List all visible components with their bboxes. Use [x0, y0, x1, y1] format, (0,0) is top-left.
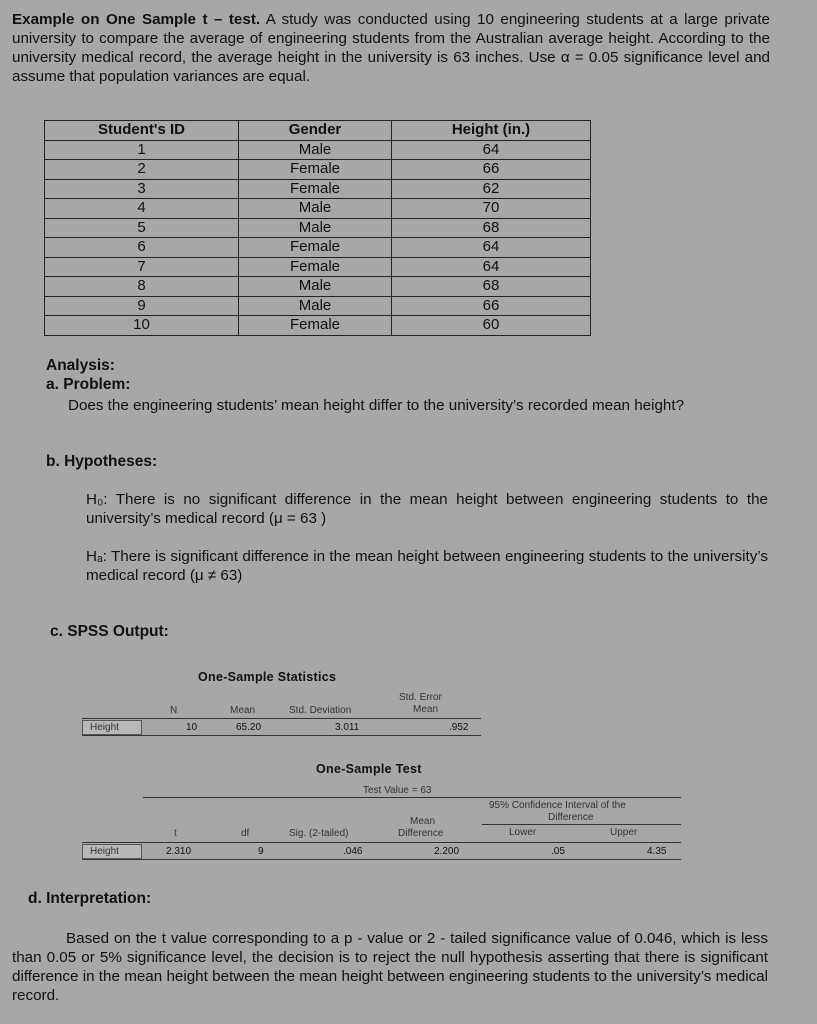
cell-height: 68 — [392, 218, 591, 238]
ha-text: : There is significant difference in the mean height between engineering students to the university’s medical record (μ ≠ 63) — [86, 548, 768, 584]
test-col-sig: Sig. (2-tailed) — [289, 828, 349, 839]
table-row — [45, 277, 591, 297]
table-row — [45, 257, 591, 277]
cell-gender: Male — [239, 296, 392, 316]
stats-col-mean: Mean — [230, 705, 256, 716]
cell-gender: Female — [239, 316, 392, 336]
test-sig: .046 — [343, 846, 363, 857]
test-value: Test Value = 63 — [363, 785, 432, 796]
test-df: 9 — [258, 846, 264, 857]
header-gender: Gender — [239, 121, 392, 141]
stats-se: .952 — [449, 722, 469, 733]
test-col-t: t — [174, 828, 177, 839]
stats-col-se-1: Std. Error — [399, 692, 442, 703]
cell-id: 9 — [45, 296, 239, 316]
cell-id: 8 — [45, 277, 239, 297]
cell-id: 1 — [45, 140, 239, 160]
null-hypothesis — [86, 490, 768, 528]
cell-height: 70 — [392, 199, 591, 219]
cell-gender: Male — [239, 140, 392, 160]
test-value-rule — [143, 797, 681, 798]
stats-bottom-rule — [82, 735, 481, 736]
interpretation-heading: d. Interpretation: — [28, 890, 152, 907]
cell-id: 7 — [45, 257, 239, 277]
cell-id: 4 — [45, 199, 239, 219]
cell-gender: Female — [239, 160, 392, 180]
test-bottom-rule — [82, 859, 681, 860]
test-col-md-1: Mean — [410, 816, 436, 827]
table-row — [45, 218, 591, 238]
cell-gender: Male — [239, 218, 392, 238]
cell-height: 64 — [392, 238, 591, 258]
cell-height: 62 — [392, 179, 591, 199]
cell-gender: Female — [239, 238, 392, 258]
cell-height: 66 — [392, 296, 591, 316]
intro-paragraph — [12, 10, 770, 86]
cell-id: 5 — [45, 218, 239, 238]
table-row — [45, 160, 591, 180]
stats-n: 10 — [186, 722, 198, 733]
stats-sd: 3.011 — [335, 722, 360, 733]
stats-col-sd: Std. Deviation — [289, 705, 352, 716]
table-row — [45, 140, 591, 160]
stats-col-n: N — [170, 705, 178, 716]
cell-gender: Male — [239, 199, 392, 219]
interpretation-text: Based on the t value corresponding to a p - value or 2 - tailed significance value of 0.046, which is less than 0.05 or 5% significance level, the decision is to reject the null hypothesis asserting that there is significant difference in the mean height between the mean height between engineering students to the university’s medical record. — [12, 930, 768, 1004]
table-row — [45, 199, 591, 219]
test-md: 2.200 — [434, 846, 460, 857]
cell-height: 68 — [392, 277, 591, 297]
student-height-table — [44, 120, 591, 336]
header-student-id: Student's ID — [45, 121, 239, 141]
cell-gender: Female — [239, 179, 392, 199]
test-ci-rule — [482, 824, 681, 825]
test-col-upper: Upper — [610, 827, 638, 838]
cell-id: 6 — [45, 238, 239, 258]
spss-heading: c. SPSS Output: — [50, 623, 169, 640]
table-row — [45, 296, 591, 316]
table-header-row — [45, 121, 591, 141]
test-row-label: Height — [90, 846, 119, 857]
cell-height: 64 — [392, 257, 591, 277]
stats-row-label: Height — [90, 722, 119, 733]
test-title: One-Sample Test — [316, 762, 422, 776]
analysis-heading: Analysis: — [46, 357, 115, 374]
h0-label: H₀ — [86, 491, 104, 508]
stats-col-se-2: Mean — [413, 704, 439, 715]
table-row — [45, 238, 591, 258]
test-lower: .05 — [551, 846, 565, 857]
cell-id: 10 — [45, 316, 239, 336]
problem-heading: a. Problem: — [46, 376, 131, 393]
cell-height: 66 — [392, 160, 591, 180]
stats-title: One-Sample Statistics — [198, 670, 337, 684]
test-ci-1: 95% Confidence Interval of the — [489, 800, 626, 811]
cell-gender: Male — [239, 277, 392, 297]
test-ci-2: Difference — [548, 812, 594, 823]
intro-body: A study was conducted using 10 engineering students at a large private university to compare the average of engineering students from the Australian average height. According to the university medical record, the average height in the university is 63 inches. Use α = 0.05 significance level and assume that population variances are equal. — [12, 11, 770, 85]
test-col-df: df — [241, 828, 250, 839]
problem-text: Does the engineering students’ mean height differ to the university’s recorded mean height? — [68, 397, 685, 414]
h0-text: : There is no significant difference in the mean height between engineering students to the university’s medical record (μ = 63 ) — [86, 491, 768, 527]
header-height: Height (in.) — [392, 121, 591, 141]
cell-height: 60 — [392, 316, 591, 336]
cell-id: 2 — [45, 160, 239, 180]
ha-label: Hₐ — [86, 548, 103, 565]
cell-height: 64 — [392, 140, 591, 160]
stats-header-rule — [82, 718, 481, 719]
test-upper: 4.35 — [647, 846, 667, 857]
test-col-md-2: Difference — [398, 828, 444, 839]
example-title: Example on One Sample t – test. — [12, 11, 261, 28]
test-header-rule — [82, 842, 681, 843]
table-row — [45, 316, 591, 336]
cell-gender: Female — [239, 257, 392, 277]
test-t: 2.310 — [166, 846, 192, 857]
hypotheses-heading: b. Hypotheses: — [46, 453, 158, 470]
alternative-hypothesis — [86, 547, 768, 585]
cell-id: 3 — [45, 179, 239, 199]
stats-mean: 65.20 — [236, 722, 262, 733]
table-row — [45, 179, 591, 199]
test-col-lower: Lower — [509, 827, 537, 838]
